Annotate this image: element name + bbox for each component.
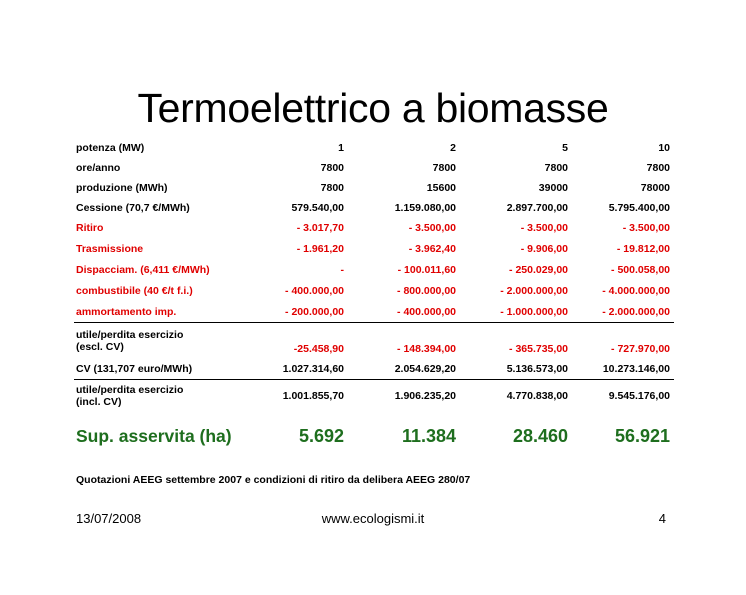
cell-value: -25.458,90 [264, 323, 348, 360]
cell-value: - 500.058,00 [611, 263, 670, 276]
cell-value: - 727.970,00 [572, 323, 674, 360]
table-row [74, 259, 674, 280]
table-row [74, 280, 674, 301]
cell-value: - 3.500,00 [408, 222, 456, 234]
cell-value: 2.897.700,00 [506, 202, 568, 214]
cell-value: 7800 [320, 162, 344, 174]
cell-value: 10 [658, 142, 670, 154]
table-row [74, 158, 674, 178]
cell-value: - 9.906,00 [520, 242, 568, 255]
cell-value: 7800 [544, 162, 568, 174]
cell-value: - 365.735,00 [460, 323, 572, 360]
row-label-line2: (incl. CV) [76, 396, 122, 408]
cell-value: 579.540,00 [291, 202, 344, 214]
row-label: Trasmissione [76, 242, 144, 255]
table-row [74, 380, 674, 413]
row-label-line1: utile/perdita esercizio [76, 329, 184, 341]
row-label: combustibile (40 €/t f.i.) [76, 284, 193, 297]
table-row [74, 359, 674, 380]
sup-asservita-row [74, 412, 674, 460]
source-note: Quotazioni AEEG settembre 2007 e condizioni di ritiro da delibera AEEG 280/07 [76, 474, 471, 486]
row-label: Ritiro [76, 222, 104, 234]
cell-value: - 1.961,20 [296, 242, 344, 255]
table-row [74, 238, 674, 259]
cell-value: - 3.017,70 [296, 222, 344, 234]
cell-value: 1.906.235,20 [348, 380, 460, 413]
row-label [74, 380, 264, 413]
slide-title: Termoelettrico a biomasse [137, 85, 609, 131]
cell-value: - 100.011,60 [397, 263, 456, 276]
cell-value: - 250.029,00 [509, 263, 568, 276]
biomass-table [74, 138, 674, 460]
cell-value: 1.001.855,70 [264, 380, 348, 413]
footer-site: www.ecologismi.it [321, 511, 425, 526]
cell-value: 1.027.314,60 [282, 363, 344, 375]
cell-value: 7800 [432, 162, 456, 174]
row-label: produzione (MWh) [76, 182, 168, 194]
cell-value: - 19.812,00 [616, 242, 670, 255]
cell-value: - [340, 263, 344, 276]
table-row [74, 301, 674, 323]
footer-date: 13/07/2008 [76, 511, 142, 526]
cell-value: - 2.000.000,00 [500, 284, 568, 297]
cell-value: 7800 [320, 182, 344, 194]
cell-value: - 400.000,00 [397, 305, 456, 318]
cell-value: - 3.500,00 [520, 222, 568, 234]
cell-value: - 200.000,00 [285, 305, 344, 318]
cell-value: - 4.000.000,00 [602, 284, 670, 297]
cell-value: 4.770.838,00 [460, 380, 572, 413]
cell-value: 5.795.400,00 [608, 202, 670, 214]
cell-value: 5 [562, 142, 568, 154]
row-label: ammortamento imp. [76, 305, 177, 318]
row-label-line1: utile/perdita esercizio [76, 384, 184, 396]
row-label: Cessione (70,7 €/MWh) [76, 202, 190, 214]
table-row [74, 178, 674, 198]
table-row [74, 323, 674, 360]
cell-value: - 2.000.000,00 [602, 305, 670, 318]
cell-value: 2 [450, 142, 456, 154]
cell-value: 10.273.146,00 [602, 363, 670, 375]
cell-value: 2.054.629,20 [394, 363, 456, 375]
cell-value: 1 [338, 142, 344, 154]
table-row [74, 198, 674, 218]
row-label: CV (131,707 euro/MWh) [76, 363, 193, 375]
footer-page-number: 4 [658, 511, 666, 526]
table-row [74, 138, 674, 158]
cell-value: 5.692 [298, 426, 344, 446]
cell-value: 11.384 [401, 426, 456, 446]
cell-value: - 3.962,40 [408, 242, 456, 255]
row-label-line2: (escl. CV) [76, 341, 124, 353]
cell-value: 1.159.080,00 [394, 202, 456, 214]
cell-value: 15600 [426, 182, 456, 194]
cell-value: 39000 [538, 182, 568, 194]
cell-value: 5.136.573,00 [506, 363, 568, 375]
row-label: ore/anno [76, 162, 121, 174]
cell-value: - 400.000,00 [285, 284, 344, 297]
cell-value: 28.460 [512, 426, 568, 446]
row-label: Sup. asservita (ha) [76, 426, 232, 446]
row-label [74, 323, 264, 360]
table-row [74, 218, 674, 238]
cell-value: 56.921 [614, 426, 670, 446]
row-label: Dispacciam. (6,411 €/MWh) [76, 263, 210, 276]
cell-value: 78000 [640, 182, 670, 194]
cell-value: 7800 [646, 162, 670, 174]
cell-value: - 148.394,00 [348, 323, 460, 360]
cell-value: - 3.500,00 [622, 222, 670, 234]
cell-value: - 1.000.000,00 [500, 305, 568, 318]
cell-value: - 800.000,00 [397, 284, 456, 297]
row-label: potenza (MW) [76, 142, 145, 154]
cell-value: 9.545.176,00 [572, 380, 674, 413]
